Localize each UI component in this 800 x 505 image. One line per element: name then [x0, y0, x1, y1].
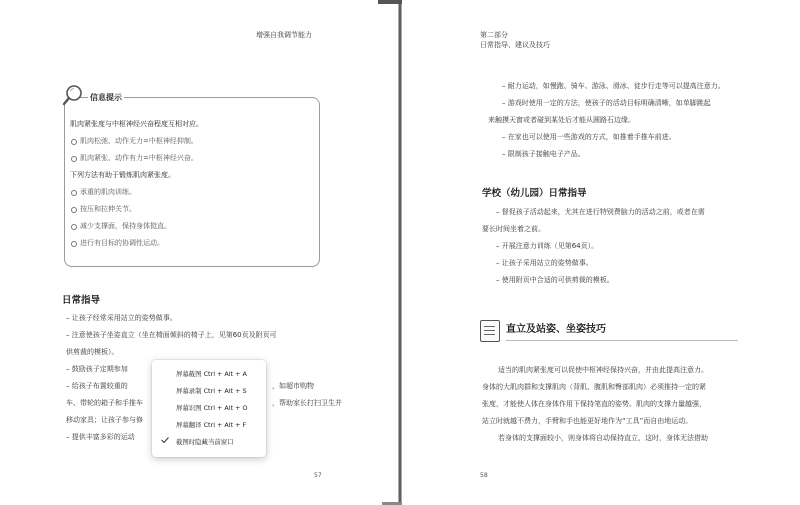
body-line: – 使用附页中合适的可供剪裁的模板。 [496, 276, 614, 284]
daily-guidance-heading: 日常指导 [62, 295, 101, 306]
body-line: 来触摸天窗或者碰到某处后才能从圆路石边缘。 [488, 116, 635, 124]
menu-item-label: 屏幕截图 Ctrl + Alt + A [176, 370, 247, 378]
left-running-head: 增强自我调节能力 [256, 31, 312, 39]
right-running-head [480, 30, 550, 50]
menu-item-label: 屏幕识图 Ctrl + Alt + O [176, 404, 248, 412]
screenshot-context-menu [152, 360, 266, 457]
checklist-icon [480, 320, 500, 342]
info-line: 肌肉紧张、动作有力=中枢神经兴奋。 [70, 150, 310, 167]
school-guidance-heading: 学校（幼儿园）日常指导 [482, 188, 587, 199]
body-line: 站立时就越不费力，手臂和手也能更好地作为“工具”而自由地运动。 [482, 417, 693, 425]
menu-item-label: 屏幕翻译 Ctrl + Alt + F [176, 421, 247, 429]
menu-item-screen-record[interactable] [152, 383, 266, 399]
body-line: – 耐力运动，如慢跑、骑车、游泳、滑冰、徒步行走等可以提高注意力。 [502, 82, 725, 90]
body-line: – 提供丰富多彩的运动 [66, 433, 135, 441]
body-line: 供剪裁的模板）。 [66, 348, 119, 356]
info-line: 按压和拉伸关节。 [70, 201, 310, 218]
body-line: – 游戏时使用一定的方法，使孩子的活动目标明确清晰，如单脚跳起 [502, 99, 711, 107]
info-line: 减少支撑面，保持身体挺直。 [70, 218, 310, 235]
body-line: 车、带轮的箱子和手推车 [66, 399, 143, 407]
body-line: ，如超市购物 [272, 382, 314, 390]
menu-item-screen-translate[interactable] [152, 417, 266, 433]
body-line: 张度，才能使人体在身体作用下保持笔直的姿势。肌肉的支撑力量越强， [482, 400, 706, 408]
right-page [402, 0, 800, 505]
posture-section-banner [480, 318, 740, 346]
body-line: 若身体的支撑面较小，则身体将自动保持直立，这时，身体无法借助 [498, 434, 708, 442]
page-number-right: 58 [480, 472, 488, 479]
right-top-lines [488, 78, 725, 163]
info-line: 承重的肌肉训练。 [70, 184, 310, 201]
body-line: 要长时间坐着之前。 [482, 225, 545, 233]
body-line: – 让孩子经常采用站立的姿势做事。 [66, 314, 177, 322]
body-line: – 开展注意力训练（见第64页）。 [496, 242, 599, 250]
info-line: 进行有目标的协调性运动。 [70, 235, 310, 252]
body-line: – 限制孩子接触电子产品。 [502, 150, 585, 158]
info-box-title: 信息提示 [90, 93, 122, 102]
running-head-subtitle: 日常指导、建议及技巧 [480, 41, 550, 49]
posture-lines [482, 362, 708, 447]
body-line: 身体的大肌肉群和支撑肌肉（背肌、腹肌和臀部肌肉）必须推持一定的紧 [482, 383, 706, 391]
menu-item-label: 截图时隐藏当前窗口 [176, 438, 234, 446]
section-rule [506, 340, 738, 341]
menu-item-screen-capture[interactable] [152, 366, 266, 382]
info-line: 下列方法有助于锻炼肌肉紧张度。 [70, 171, 175, 179]
left-body-right-fragments [272, 378, 342, 412]
posture-section-title: 直立及站姿、坐姿技巧 [506, 324, 606, 335]
body-line: – 注意使孩子坐姿直立（坐在椅面倾斜的椅子上，见第60页及附页可 [66, 331, 277, 339]
check-icon [161, 437, 169, 443]
body-line: 移动家具；让孩子参与修 [66, 416, 143, 424]
menu-item-screen-ocr[interactable] [152, 400, 266, 416]
menu-item-hide-window[interactable] [152, 434, 266, 450]
info-box-lines [70, 116, 310, 252]
school-lines [482, 204, 705, 289]
body-line: 适当的肌肉紧张度可以促使中枢神经保持兴奋，并由此提高注意力。 [498, 366, 708, 374]
body-line: – 鼓励孩子定期参加 [66, 365, 128, 373]
info-line: 肌肉紧张度与中枢神经兴奋程度互相对应。 [70, 120, 203, 128]
page-number-left: 57 [314, 472, 322, 479]
body-line: – 在家也可以使用一些游戏的方式，如推着手推车前进。 [502, 133, 676, 141]
body-line: – 让孩子采用站立的姿势做事。 [496, 259, 593, 267]
body-line: ，帮助家长打扫卫生并 [272, 399, 342, 407]
body-line: – 给孩子布置较重的 [66, 382, 128, 390]
menu-item-label: 屏幕录制 Ctrl + Alt + S [176, 387, 247, 395]
body-line: – 督促孩子活动起来，尤其在进行特别费脑力的活动之前，或者在需 [496, 208, 705, 216]
magnifier-icon [62, 84, 84, 106]
info-line: 肌肉松弛、动作无力=中枢神经抑制。 [70, 133, 310, 150]
running-head-part: 第二部分 [480, 31, 508, 39]
